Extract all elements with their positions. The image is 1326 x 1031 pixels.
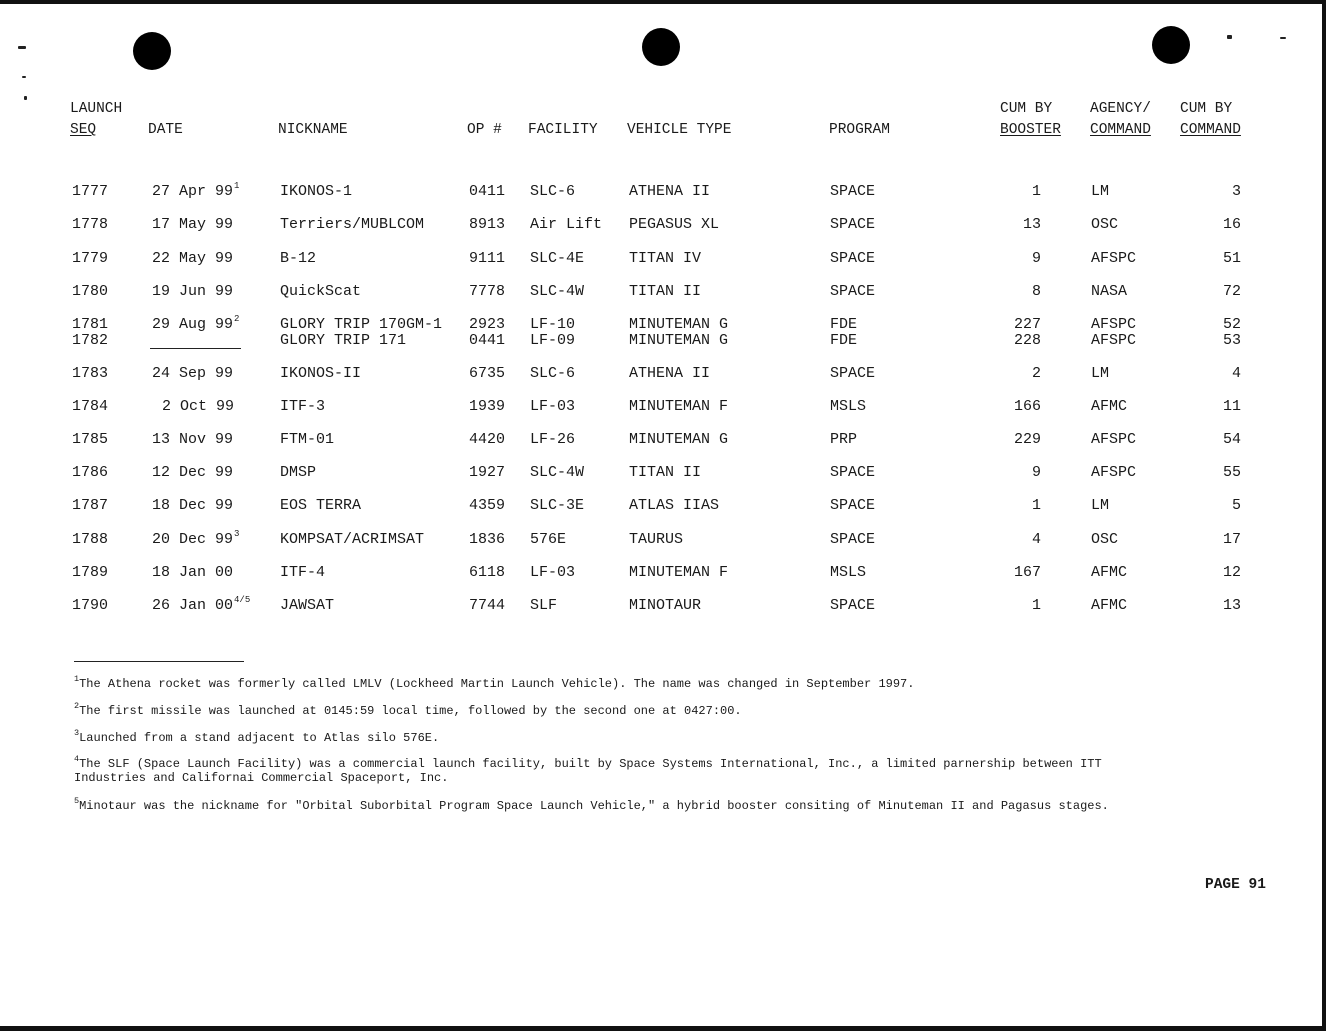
- cell-agency: LM: [1091, 497, 1110, 514]
- cell-program: SPACE: [830, 216, 876, 233]
- cell-cum-command: 72: [1222, 283, 1241, 300]
- cell-cum-booster: 166: [1013, 398, 1041, 415]
- header-date: DATE: [148, 122, 183, 138]
- cell-facility: SLC-3E: [530, 497, 585, 514]
- cell-op: 9111: [469, 250, 506, 267]
- cell-nickname: ITF-4: [280, 564, 326, 581]
- cell-cum-command: 12: [1222, 564, 1241, 581]
- cell-cum-booster: 228: [1013, 332, 1041, 349]
- cell-seq: 1786: [72, 464, 109, 481]
- cell-op: 4420: [469, 431, 506, 448]
- footnote-text: Launched from a stand adjacent to Atlas silo 576E.: [79, 731, 440, 745]
- cell-cum-command: 17: [1222, 531, 1241, 548]
- cell-date: [140, 565, 256, 581]
- cell-op: 6735: [469, 365, 506, 382]
- date-text: 18 Jan 00: [152, 564, 234, 581]
- cell-seq: 1785: [72, 431, 109, 448]
- cell-cum-command: 55: [1222, 464, 1241, 481]
- cell-cum-booster: 9: [1031, 250, 1041, 267]
- date-continuation-rule: [150, 348, 241, 349]
- cell-op: 6118: [469, 564, 506, 581]
- cell-cum-booster: 1: [1031, 597, 1041, 614]
- cell-nickname: JAWSAT: [280, 597, 335, 614]
- cell-cum-booster: 229: [1013, 431, 1041, 448]
- footnote-4: [74, 754, 1102, 785]
- footnote-mark: 1: [74, 674, 80, 684]
- cell-nickname: GLORY TRIP 171: [280, 332, 407, 349]
- cell-facility: LF-26: [530, 431, 576, 448]
- cell-vehicle: MINUTEMAN G: [629, 332, 729, 349]
- cell-seq: 1781: [72, 316, 109, 333]
- cell-op: 1836: [469, 531, 506, 548]
- footnote-2: [74, 701, 742, 719]
- cell-agency: OSC: [1091, 531, 1119, 548]
- cell-seq: 1789: [72, 564, 109, 581]
- date-text: 20 Dec 99: [152, 531, 234, 548]
- cell-facility: LF-03: [530, 398, 576, 415]
- cell-vehicle: MINUTEMAN G: [629, 431, 729, 448]
- footnote-text: Industries and Californai Commercial Spaceport, Inc.: [74, 771, 449, 785]
- cell-program: SPACE: [830, 250, 876, 267]
- cell-program: FDE: [830, 316, 858, 333]
- cell-seq: 1778: [72, 216, 109, 233]
- footnote-text: The SLF (Space Launch Facility) was a commercial launch facility, built by Space Systems International, Inc., a limited parnership between ITT: [79, 757, 1102, 771]
- page-border-top: [0, 0, 1326, 4]
- cell-facility: SLC-4E: [530, 250, 585, 267]
- cell-date: [140, 498, 256, 514]
- cell-cum-command: 11: [1222, 398, 1241, 415]
- cell-program: SPACE: [830, 597, 876, 614]
- cell-date: [140, 595, 256, 614]
- page-border-bottom: [0, 1026, 1326, 1031]
- cell-program: MSLS: [830, 398, 867, 415]
- cell-cum-booster: 2: [1031, 365, 1041, 382]
- cell-seq: 1782: [72, 332, 109, 349]
- cell-date: [140, 432, 256, 448]
- scan-speck: [1227, 35, 1232, 39]
- cell-agency: LM: [1091, 183, 1110, 200]
- cell-seq: 1784: [72, 398, 109, 415]
- cell-seq: 1779: [72, 250, 109, 267]
- cell-cum-booster: 1: [1031, 183, 1041, 200]
- cell-facility: SLF: [530, 597, 558, 614]
- cell-nickname: Terriers/MUBLCOM: [280, 216, 425, 233]
- cell-facility: SLC-4W: [530, 464, 585, 481]
- cell-facility: LF-10: [530, 316, 576, 333]
- cell-facility: Air Lift: [530, 216, 603, 233]
- cell-agency: AFMC: [1091, 564, 1128, 581]
- footnote-line: [74, 674, 915, 692]
- header-op: OP #: [467, 122, 502, 138]
- cell-date: [140, 251, 256, 267]
- footnote-marker: 3: [234, 529, 240, 539]
- scan-speck: [22, 76, 26, 78]
- header-agency-command: AGENCY/ COMMAND: [1090, 101, 1151, 138]
- cell-nickname: KOMPSAT/ACRIMSAT: [280, 531, 425, 548]
- cell-vehicle: ATLAS IIAS: [629, 497, 720, 514]
- cell-program: SPACE: [830, 365, 876, 382]
- date-text: 19 Jun 99: [152, 283, 234, 300]
- cell-cum-booster: 1: [1031, 497, 1041, 514]
- cell-cum-command: 4: [1231, 365, 1241, 382]
- cell-op: 1939: [469, 398, 506, 415]
- cell-cum-command: 54: [1222, 431, 1241, 448]
- cell-agency: LM: [1091, 365, 1110, 382]
- footnote-text: The first missile was launched at 0145:59 local time, followed by the second one at 0427:00.: [79, 704, 742, 718]
- cell-cum-booster: 4: [1031, 531, 1041, 548]
- page-number: PAGE 91: [1205, 877, 1266, 893]
- cell-nickname: IKONOS-1: [280, 183, 353, 200]
- cell-cum-command: 5: [1231, 497, 1241, 514]
- date-text: 18 Dec 99: [152, 497, 234, 514]
- cell-op: 0411: [469, 183, 506, 200]
- cell-nickname: IKONOS-II: [280, 365, 362, 382]
- cell-nickname: DMSP: [280, 464, 317, 481]
- punch-hole-right: [1152, 26, 1190, 64]
- date-text: 12 Dec 99: [152, 464, 234, 481]
- cell-vehicle: MINUTEMAN F: [629, 398, 729, 415]
- footnote-text: The Athena rocket was formerly called LMLV (Lockheed Martin Launch Vehicle). The name was changed in September 1997.: [79, 677, 915, 691]
- cell-vehicle: MINUTEMAN F: [629, 564, 729, 581]
- cell-program: SPACE: [830, 531, 876, 548]
- header-nickname: NICKNAME: [278, 122, 348, 138]
- footnote-marker: 1: [234, 181, 240, 191]
- cell-program: SPACE: [830, 183, 876, 200]
- cell-vehicle: ATHENA II: [629, 183, 711, 200]
- cell-seq: 1787: [72, 497, 109, 514]
- footnote-line: [74, 796, 1109, 814]
- cell-facility: 576E: [530, 531, 567, 548]
- cell-agency: AFSPC: [1091, 250, 1137, 267]
- cell-op: 8913: [469, 216, 506, 233]
- footnote-mark: 3: [74, 728, 80, 738]
- footnote-marker: 2: [234, 314, 240, 324]
- footnote-mark: 5: [74, 796, 80, 806]
- cell-agency: AFMC: [1091, 597, 1128, 614]
- cell-agency: AFSPC: [1091, 464, 1137, 481]
- cell-cum-command: 16: [1222, 216, 1241, 233]
- footnote-mark: 2: [74, 701, 80, 711]
- cell-agency: NASA: [1091, 283, 1128, 300]
- date-text: 2 Oct 99: [162, 398, 235, 415]
- cell-facility: SLC-6: [530, 183, 576, 200]
- cell-nickname: QuickScat: [280, 283, 362, 300]
- cell-seq: 1790: [72, 597, 109, 614]
- cell-vehicle: MINOTAUR: [629, 597, 702, 614]
- cell-program: MSLS: [830, 564, 867, 581]
- cell-date: [140, 181, 256, 200]
- cell-nickname: B-12: [280, 250, 317, 267]
- cell-cum-booster: 227: [1013, 316, 1041, 333]
- footnote-5: [74, 796, 1109, 814]
- cell-op: 7744: [469, 597, 506, 614]
- cell-op: 4359: [469, 497, 506, 514]
- cell-date: [140, 465, 256, 481]
- cell-cum-booster: 167: [1013, 564, 1041, 581]
- footnote-text: Minotaur was the nickname for "Orbital Suborbital Program Space Launch Vehicle," a hybrid booster consiting of Minuteman II and Pagasus stages.: [79, 799, 1109, 813]
- footnote-line: [74, 701, 742, 719]
- cell-cum-command: 53: [1222, 332, 1241, 349]
- page-border-right: [1322, 0, 1326, 1031]
- cell-nickname: EOS TERRA: [280, 497, 362, 514]
- header-facility: FACILITY: [528, 122, 598, 138]
- cell-vehicle: TAURUS: [629, 531, 684, 548]
- scan-speck: [1280, 37, 1286, 39]
- header-vehicle-type: VEHICLE TYPE: [627, 122, 732, 138]
- header-program: PROGRAM: [829, 122, 890, 138]
- header-launch-seq: LAUNCH SEQ: [70, 101, 123, 138]
- cell-nickname: FTM-01: [280, 431, 335, 448]
- cell-vehicle: TITAN II: [629, 464, 702, 481]
- cell-op: 1927: [469, 464, 506, 481]
- cell-op: 2923: [469, 316, 506, 333]
- footnote-line: [74, 754, 1102, 772]
- date-text: 27 Apr 99: [152, 183, 234, 200]
- cell-vehicle: ATHENA II: [629, 365, 711, 382]
- cell-facility: LF-09: [530, 332, 576, 349]
- cell-date: [140, 529, 256, 548]
- cell-agency: AFSPC: [1091, 332, 1137, 349]
- cell-nickname: GLORY TRIP 170GM-1: [280, 316, 443, 333]
- cell-seq: 1780: [72, 283, 109, 300]
- cell-seq: 1783: [72, 365, 109, 382]
- cell-seq: 1777: [72, 183, 109, 200]
- footnote-3: [74, 728, 440, 746]
- cell-date: [140, 314, 256, 333]
- cell-agency: AFSPC: [1091, 431, 1137, 448]
- punch-hole-center: [642, 28, 680, 66]
- cell-vehicle: PEGASUS XL: [629, 216, 720, 233]
- cell-facility: SLC-6: [530, 365, 576, 382]
- cell-agency: AFMC: [1091, 398, 1128, 415]
- footnote-separator: [74, 661, 244, 662]
- cell-vehicle: TITAN II: [629, 283, 702, 300]
- cell-cum-booster: 13: [1022, 216, 1041, 233]
- date-text: 29 Aug 99: [152, 316, 234, 333]
- cell-cum-command: 13: [1222, 597, 1241, 614]
- scan-speck: [24, 96, 27, 100]
- date-text: 24 Sep 99: [152, 365, 234, 382]
- cell-cum-command: 51: [1222, 250, 1241, 267]
- header-cum-by-command: CUM BY COMMAND: [1180, 101, 1241, 138]
- cell-date: [140, 366, 256, 382]
- date-text: 13 Nov 99: [152, 431, 234, 448]
- date-text: 22 May 99: [152, 250, 234, 267]
- cell-program: SPACE: [830, 497, 876, 514]
- header-cum-by-booster: CUM BY BOOSTER: [1000, 101, 1061, 138]
- date-text: 26 Jan 00: [152, 597, 234, 614]
- footnote-line: [74, 772, 1102, 785]
- cell-op: 7778: [469, 283, 506, 300]
- cell-facility: SLC-4W: [530, 283, 585, 300]
- scan-speck: [18, 46, 26, 49]
- cell-seq: 1788: [72, 531, 109, 548]
- cell-agency: OSC: [1091, 216, 1119, 233]
- footnote-marker: 4/5: [234, 595, 251, 605]
- cell-op: 0441: [469, 332, 506, 349]
- footnote-1: [74, 674, 915, 692]
- cell-date: [140, 217, 256, 233]
- cell-nickname: ITF-3: [280, 398, 326, 415]
- cell-agency: AFSPC: [1091, 316, 1137, 333]
- cell-program: PRP: [830, 431, 858, 448]
- punch-hole-left: [133, 32, 171, 70]
- cell-facility: LF-03: [530, 564, 576, 581]
- cell-cum-command: 3: [1231, 183, 1241, 200]
- cell-program: SPACE: [830, 464, 876, 481]
- cell-date: [140, 399, 266, 415]
- cell-date: [140, 284, 256, 300]
- cell-vehicle: MINUTEMAN G: [629, 316, 729, 333]
- cell-cum-booster: 9: [1031, 464, 1041, 481]
- cell-vehicle: TITAN IV: [629, 250, 702, 267]
- cell-program: SPACE: [830, 283, 876, 300]
- footnote-line: [74, 728, 440, 746]
- cell-cum-booster: 8: [1031, 283, 1041, 300]
- cell-program: FDE: [830, 332, 858, 349]
- cell-cum-command: 52: [1222, 316, 1241, 333]
- date-text: 17 May 99: [152, 216, 234, 233]
- footnote-mark: 4: [74, 754, 80, 764]
